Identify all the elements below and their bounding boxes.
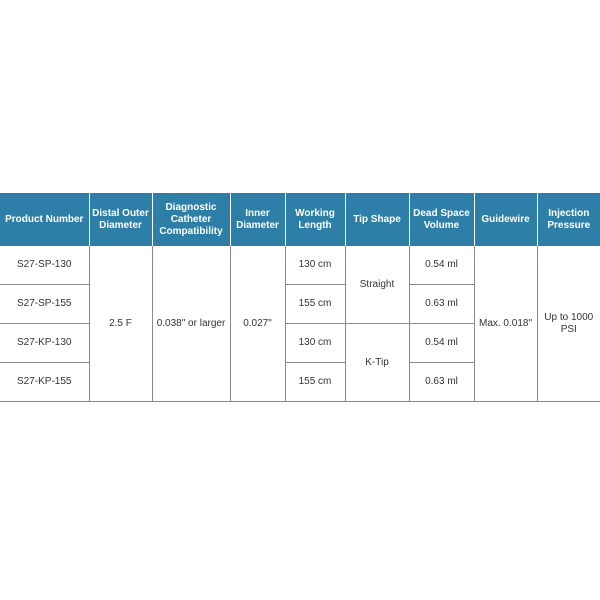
header-guidewire: Guidewire	[474, 193, 537, 246]
cell-product-number: S27-SP-155	[0, 285, 89, 324]
cell-inner-diameter: 0.027"	[230, 246, 285, 402]
cell-injection-pressure: Up to 1000 PSI	[537, 246, 600, 402]
cell-working-length: 155 cm	[285, 363, 345, 402]
product-spec-table-wrapper	[0, 193, 600, 402]
cell-working-length: 130 cm	[285, 324, 345, 363]
cell-product-number: S27-SP-130	[0, 246, 89, 285]
cell-dead-space-volume: 0.63 ml	[409, 363, 474, 402]
cell-working-length: 155 cm	[285, 285, 345, 324]
cell-tip-shape-straight: Straight	[345, 246, 409, 324]
header-tip-shape: Tip Shape	[345, 193, 409, 246]
header-injection-pressure: Injection Pressure	[537, 193, 600, 246]
cell-product-number: S27-KP-155	[0, 363, 89, 402]
table-header-row	[0, 193, 600, 246]
cell-diagnostic-catheter-compatibility: 0.038" or larger	[152, 246, 230, 402]
header-product-number: Product Number	[0, 193, 89, 246]
cell-product-number: S27-KP-130	[0, 324, 89, 363]
header-working-length: Working Length	[285, 193, 345, 246]
product-spec-table	[0, 193, 600, 402]
cell-dead-space-volume: 0.63 ml	[409, 285, 474, 324]
header-inner-diameter: Inner Diameter	[230, 193, 285, 246]
cell-working-length: 130 cm	[285, 246, 345, 285]
cell-dead-space-volume: 0.54 ml	[409, 246, 474, 285]
header-dead-space-volume: Dead Space Volume	[409, 193, 474, 246]
cell-dead-space-volume: 0.54 ml	[409, 324, 474, 363]
cell-tip-shape-k-tip: K-Tip	[345, 324, 409, 402]
cell-distal-outer-diameter: 2.5 F	[89, 246, 152, 402]
table-row	[0, 246, 600, 285]
cell-guidewire: Max. 0.018"	[474, 246, 537, 402]
header-diagnostic-catheter-compatibility: Diagnostic Catheter Compatibility	[152, 193, 230, 246]
header-distal-outer-diameter: Distal Outer Diameter	[89, 193, 152, 246]
